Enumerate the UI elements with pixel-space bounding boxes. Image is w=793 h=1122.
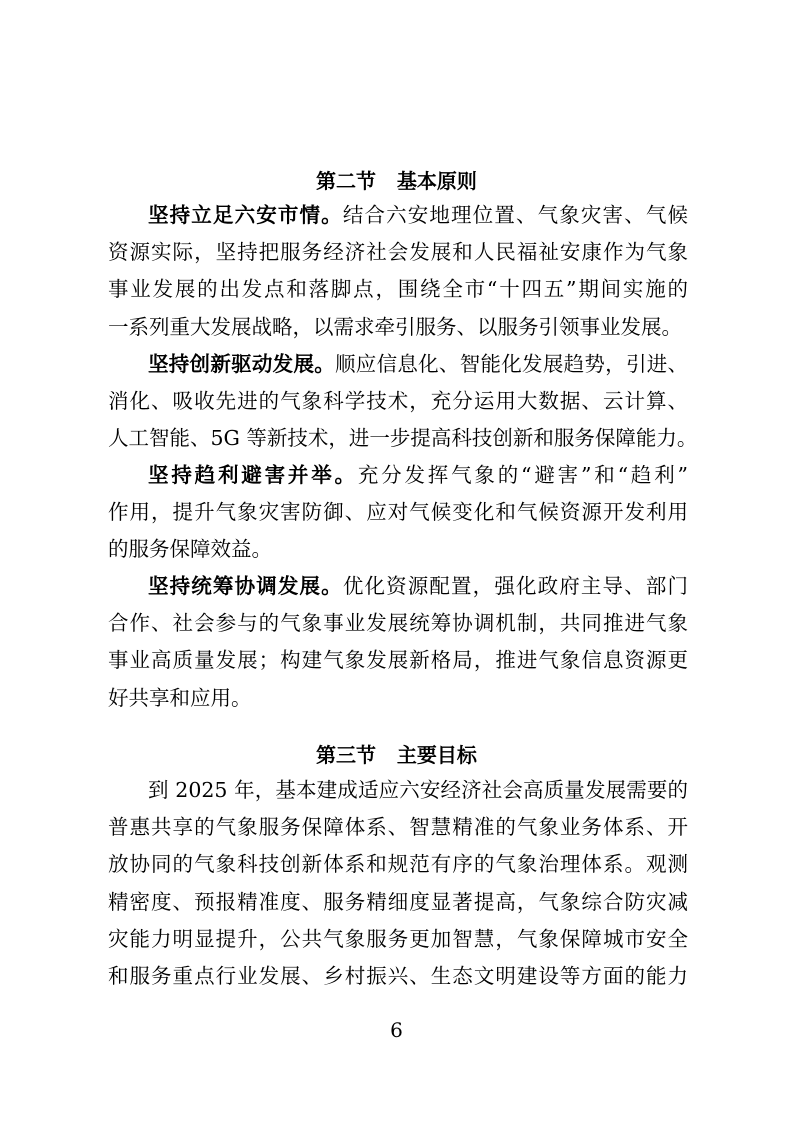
page-number: 6	[390, 1018, 403, 1042]
goals-line-2: 普惠共享的气象服务保障体系、智慧精准的气象业务体系、开	[108, 815, 688, 840]
principle-4-lead: 坚持统筹协调发展。	[148, 574, 343, 598]
principle-2	[108, 346, 698, 458]
section-2-heading: 第二节 基本原则	[316, 169, 477, 193]
goals-line-3: 放协同的气象科技创新体系和规范有序的气象治理体系。观测	[108, 852, 688, 877]
principle-1-line-4: 一系列重大发展战略，以需求牵引服务、以服务引领事业发展。	[108, 314, 682, 339]
principle-3-lead: 坚持趋利避害并举。	[148, 463, 358, 487]
principle-1-line-2: 资源实际，坚持把服务经济社会发展和人民福祉安康作为气象	[108, 240, 688, 265]
principle-4	[108, 568, 688, 717]
principle-1	[108, 197, 688, 346]
principle-3	[108, 457, 688, 569]
principle-3-line-1: 坚持趋利避害并举。充分发挥气象的“避害”和“趋利”	[148, 463, 689, 487]
principle-4-line-3: 事业高质量发展；构建气象发展新格局，推进气象信息资源更	[108, 648, 688, 673]
principle-3-line-3: 的服务保障效益。	[108, 537, 272, 562]
principle-1-lead: 坚持立足六安市情。	[148, 203, 343, 227]
principle-2-line-1: 坚持创新驱动发展。顺应信息化、智能化发展趋势，引进、	[148, 352, 689, 376]
principle-4-line-2: 合作、社会参与的气象事业发展统筹协调机制，共同推进气象	[108, 611, 688, 636]
principle-1-line-1: 坚持立足六安市情。结合六安地理位置、气象灾害、气候	[148, 203, 688, 227]
principle-2-line-3: 人工智能、5G 等新技术，进一步提高科技创新和服务保障能力。	[108, 426, 698, 451]
principle-4-line-4: 好共享和应用。	[108, 685, 252, 710]
goals-paragraph	[108, 772, 688, 995]
principle-4-line-1: 坚持统筹协调发展。优化资源配置，强化政府主导、部门	[148, 574, 688, 598]
principle-2-lead: 坚持创新驱动发展。	[148, 352, 336, 376]
principle-2-line-2: 消化、吸收先进的气象科学技术，充分运用大数据、云计算、	[108, 389, 688, 414]
section-3-heading: 第三节 主要目标	[316, 743, 477, 767]
goals-line-1: 到 2025 年，基本建成适应六安经济社会高质量发展需要的	[148, 778, 688, 802]
goals-line-4: 精密度、预报精准度、服务精细度显著提高，气象综合防灾减	[108, 889, 688, 914]
principle-3-line-2: 作用，提升气象灾害防御、应对气候变化和气候资源开发利用	[108, 500, 688, 525]
principle-1-line-3: 事业发展的出发点和落脚点，围绕全市“十四五”期间实施的	[108, 277, 688, 302]
goals-line-6: 和服务重点行业发展、乡村振兴、生态文明建设等方面的能力	[108, 964, 688, 989]
goals-line-5: 灾能力明显提升，公共气象服务更加智慧，气象保障城市安全	[108, 926, 688, 951]
